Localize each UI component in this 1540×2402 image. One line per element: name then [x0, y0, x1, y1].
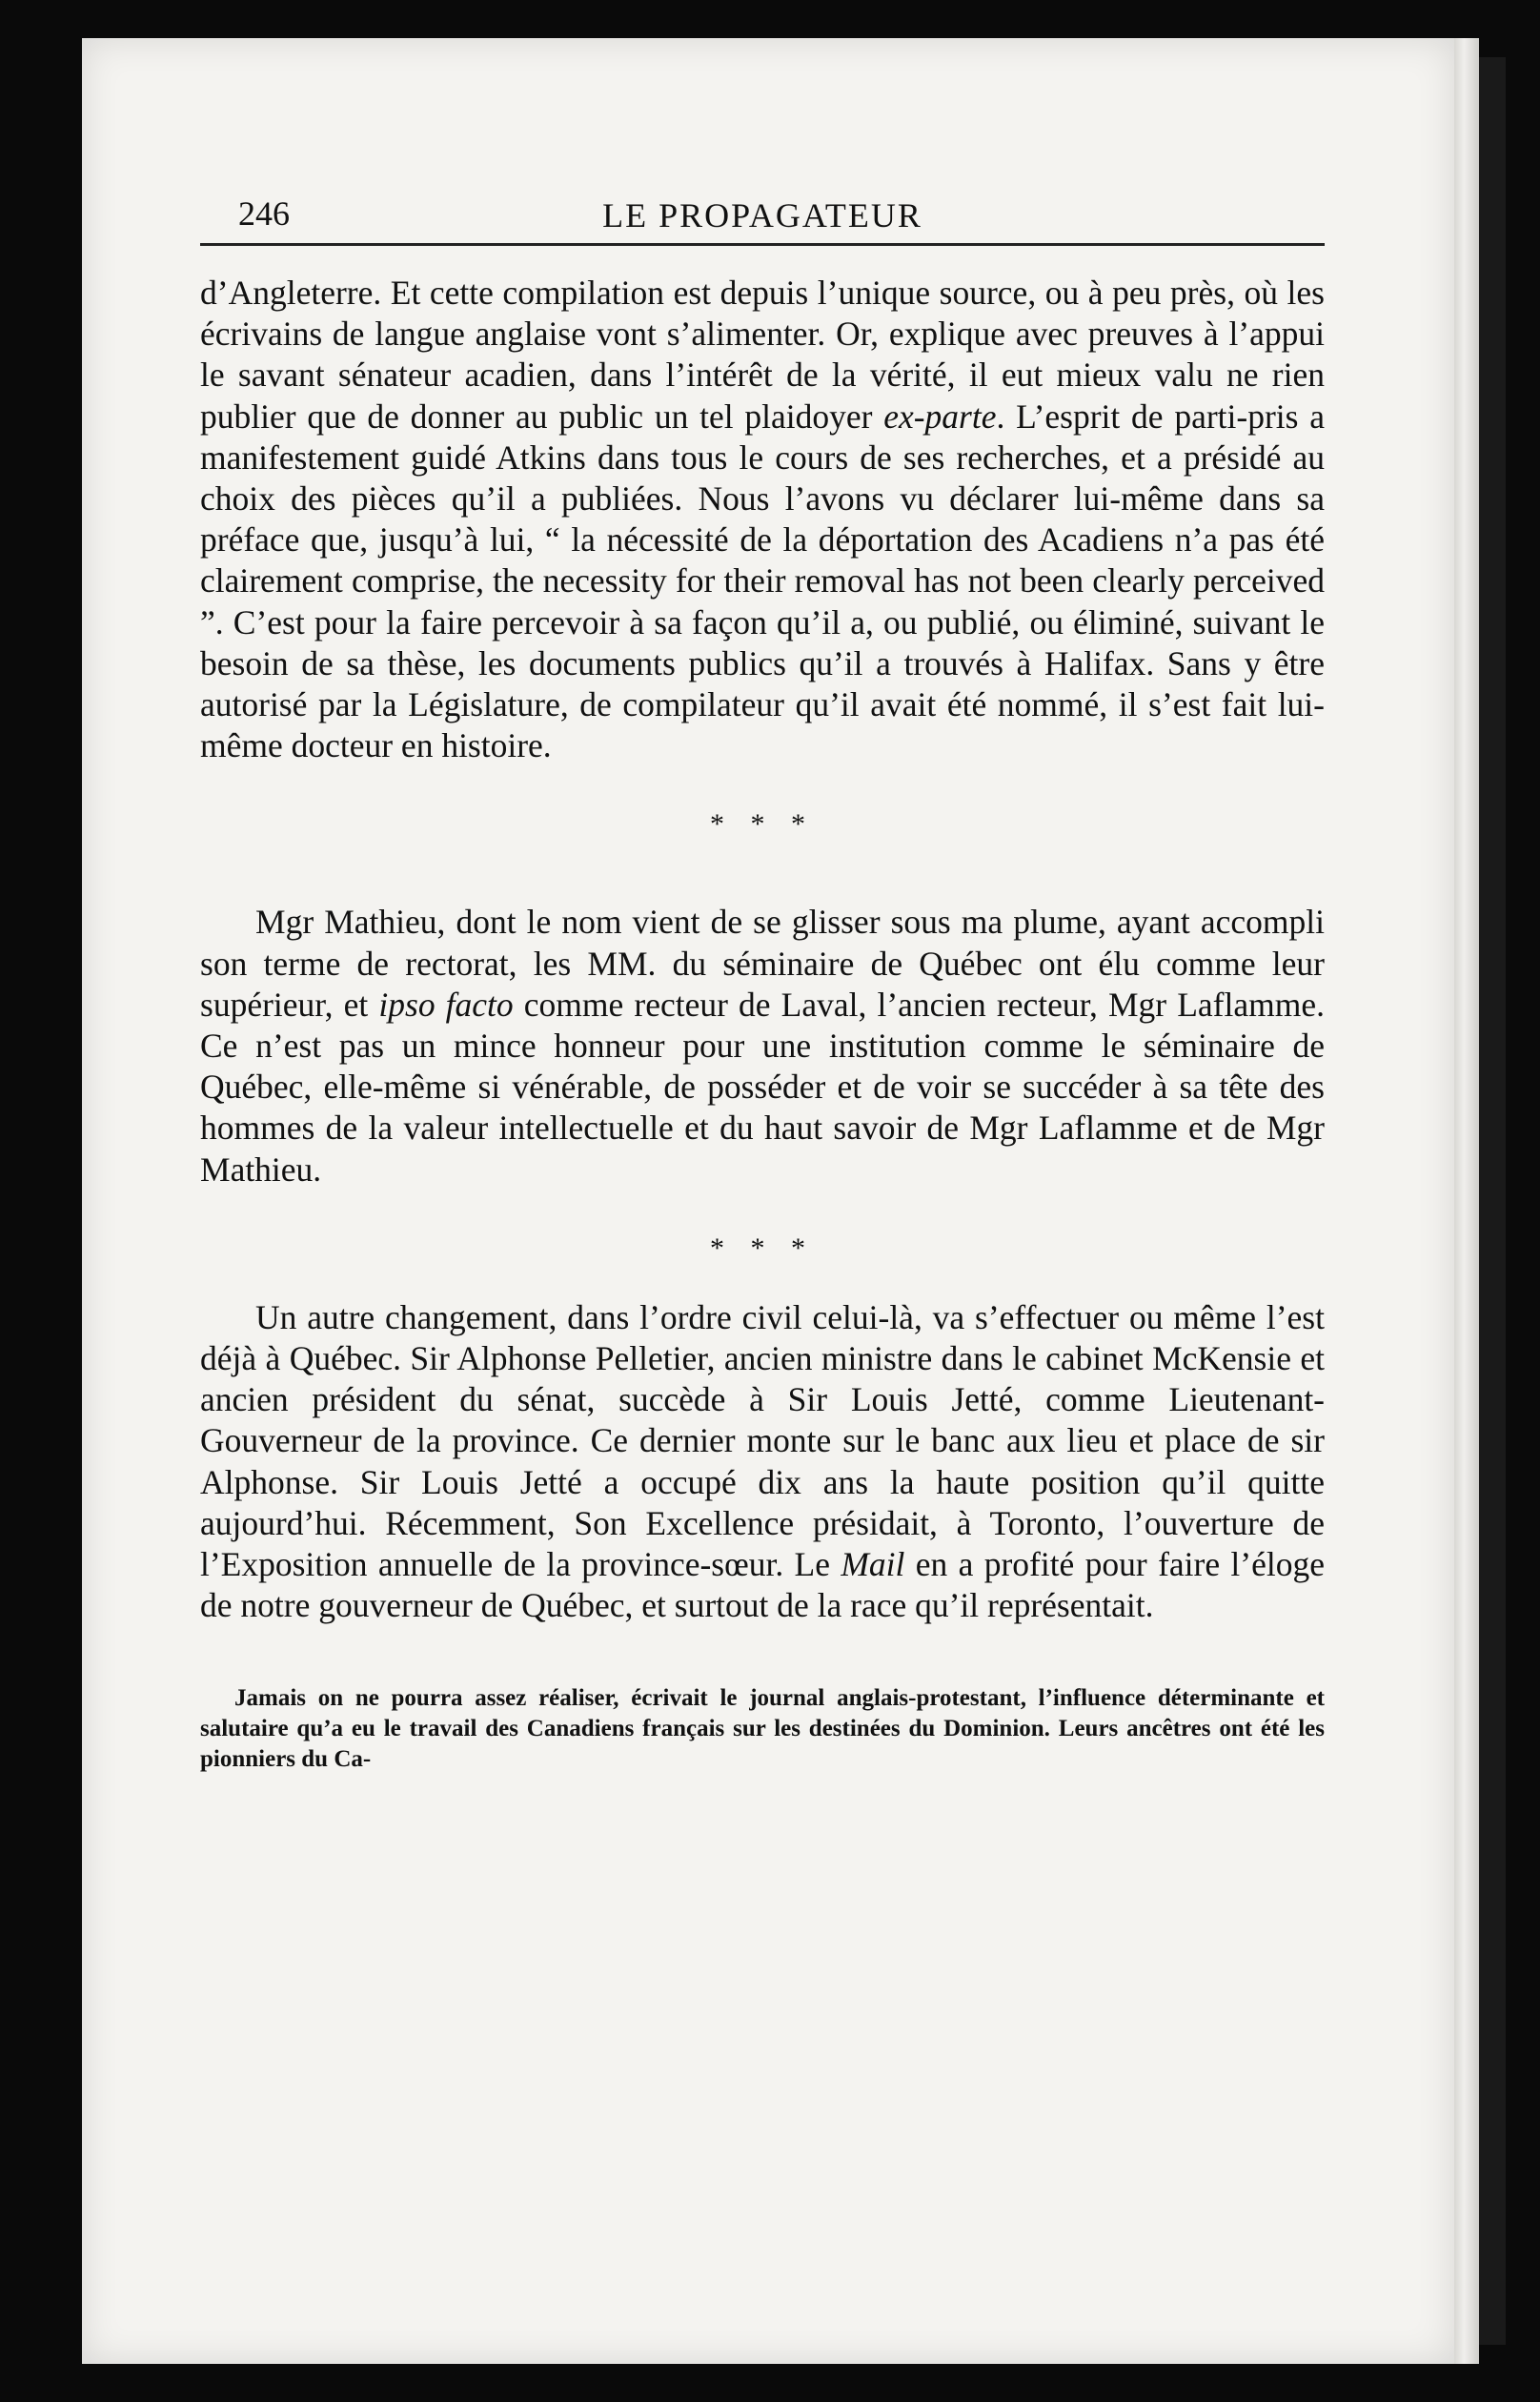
italic-term: Mail: [841, 1545, 905, 1584]
paragraph-text: d’Angleterre. Et cette compilation est depuis l’unique source, ou à peu près, où les écrivains de langue anglaise vont s’alimenter. Or, explique avec preuves à l’appui le savant sénateur acadien, dans l’intérêt de la vérité, il eut mieux valu ne rien publier que de donner au public un tel plaidoyer: [200, 274, 1325, 436]
text-block: [200, 176, 1325, 1799]
italic-term: ex-parte: [883, 397, 997, 436]
page-edge: [1454, 38, 1479, 2364]
paragraph-text: . L’esprit de parti-pris a manifestement guidé Atkins dans tous le cours de ses recherches, et a présidé au choix des pièces qu’il a publiées. Nous l’avons vu déclarer lui-même dans sa préface que, jusqu’à lui, “ la nécessité de la déportation des Acadiens n’a pas été clairement comprise, the necessity for their removal has not been clearly perceived ”. C’est pour la faire percevoir à sa façon qu’il a, ou publié, ou éliminé, suivant le besoin de sa thèse, les documents publics qu’il a trouvés à Halifax. Sans y être autorisé par la Législature, de compilateur qu’il avait été nommé, il s’est fait lui-même docteur en histoire.: [200, 397, 1325, 765]
section-separator: * * *: [710, 808, 815, 841]
paragraph-text: en a profité pour faire l’éloge de notre gouverneur de Québec, et surtout de la race qu’il représentait.: [200, 1545, 1325, 1625]
page-header: [200, 176, 1325, 246]
paragraph-atkins: [200, 273, 1325, 766]
quoted-excerpt: Jamais on ne pourra assez réaliser, écrivait le journal anglais-protestant, l’influence déterminante et salutaire qu’a eu le travail des Canadiens français sur les destinées du Dominion. Leurs ancêtres ont été les pionniers du Ca-: [200, 1685, 1325, 1773]
paragraph-text: comme recteur de Laval, l’ancien recteur, Mgr Laflamme. Ce n’est pas un mince honneur pour une institution comme le séminaire de Québec, elle-même si vénérable, de posséder et de voir se succéder à sa tête des hommes de la valeur intellectuelle et du haut savoir de Mgr Laflamme et de Mgr Mathieu.: [200, 985, 1325, 1189]
scan-border: [1479, 57, 1506, 2345]
running-title: LE PROPAGATEUR: [602, 196, 922, 234]
paragraph-mathieu: [200, 902, 1325, 1190]
paragraph-text: Mgr Mathieu, dont le nom vient de se glisser sous ma plume, ayant accompli son terme de rectorat, les MM. du séminaire de Québec ont élu comme leur supérieur, et: [200, 903, 1325, 1024]
section-separator: * * *: [710, 1232, 815, 1264]
italic-term: ipso facto: [378, 985, 514, 1024]
paragraph-text: Un autre changement, dans l’ordre civil celui-là, va s’effectuer ou même l’est déjà à Québec. Sir Alphonse Pelletier, ancien ministre dans le cabinet McKensie et ancien président du sénat, succède à Sir Louis Jetté, comme Lieutenant-Gouverneur de la province. Ce dernier monte sur le banc aux lieu et place de sir Alphonse. Sir Louis Jetté a occupé dix ans la haute position qu’il quitte aujourd’hui. Récemment, Son Excellence présidait, à Toronto, l’ouverture de l’Exposition annuelle de la province-sœur. Le: [200, 1297, 1325, 1584]
paragraph-pelletier: [200, 1297, 1325, 1627]
page-number: 246: [238, 194, 290, 233]
